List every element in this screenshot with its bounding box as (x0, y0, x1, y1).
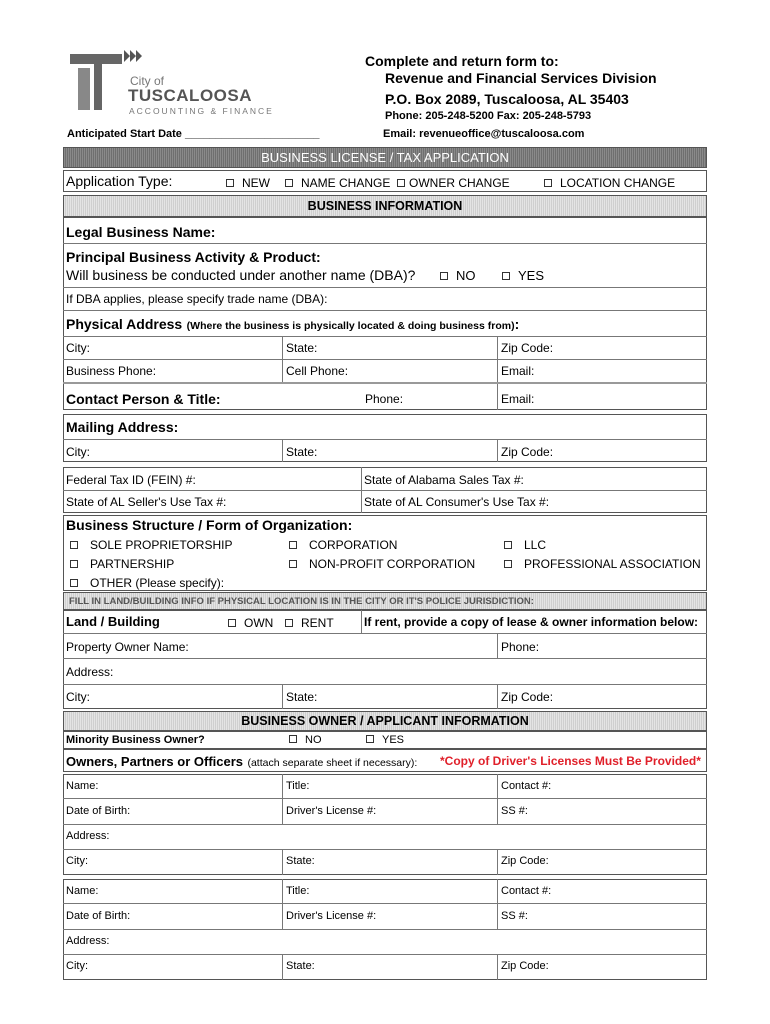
owner1-state[interactable]: State: (286, 855, 315, 867)
business-phone[interactable]: Business Phone: (66, 364, 157, 378)
minority-no[interactable]: NO (289, 734, 322, 746)
checkbox-icon (397, 179, 405, 187)
owner-heading: BUSINESS OWNER / APPLICANT INFORMATION (63, 711, 707, 731)
city-logo (66, 46, 274, 118)
sales-tax-field[interactable]: State of Alabama Sales Tax #: (364, 473, 524, 487)
divider (497, 954, 498, 980)
property-city[interactable]: City: (66, 690, 90, 704)
mailing-state[interactable]: State: (286, 445, 318, 459)
divider (282, 336, 283, 384)
app-type-owner-change[interactable]: OWNER CHANGE (397, 176, 510, 190)
divider (63, 439, 707, 440)
dba-no[interactable]: NO (440, 268, 476, 283)
checkbox-icon (504, 541, 512, 549)
form-title: BUSINESS LICENSE / TAX APPLICATION (63, 147, 707, 168)
land-building-label: Land / Building (66, 614, 160, 629)
divider (63, 824, 707, 825)
app-type-location-change[interactable]: LOCATION CHANGE (544, 176, 675, 190)
mailing-zip[interactable]: Zip Code: (501, 445, 554, 459)
owner2-ss[interactable]: SS #: (501, 910, 528, 922)
logo-dept: ACCOUNTING & FINANCE (129, 106, 274, 116)
owner1-contact[interactable]: Contact #: (501, 780, 552, 792)
divider (361, 610, 362, 633)
app-type-new[interactable]: NEW (226, 176, 270, 190)
app-type-name-change[interactable]: NAME CHANGE (285, 176, 390, 190)
checkbox-icon (289, 735, 297, 743)
divider (63, 382, 707, 384)
dba-yes[interactable]: YES (502, 268, 544, 283)
contact-person-label[interactable]: Contact Person & Title: (66, 391, 221, 407)
property-state[interactable]: State: (286, 690, 318, 704)
structure-corporation[interactable]: CORPORATION (289, 538, 397, 552)
legal-name-label[interactable]: Legal Business Name: (66, 224, 216, 240)
property-owner-name[interactable]: Property Owner Name: (66, 640, 189, 654)
divider (63, 490, 707, 491)
divider (282, 849, 283, 875)
property-owner-phone[interactable]: Phone: (501, 640, 540, 654)
divider (282, 439, 283, 462)
application-type-label: Application Type: (66, 173, 173, 189)
checkbox-icon (70, 579, 78, 587)
divider (497, 879, 498, 929)
physical-state[interactable]: State: (286, 341, 318, 355)
mailing-address-label[interactable]: Mailing Address: (66, 419, 179, 435)
divider (282, 879, 283, 929)
divider (63, 954, 707, 955)
owner1-license[interactable]: Driver's License #: (286, 805, 377, 817)
checkbox-icon (289, 541, 297, 549)
divider (497, 336, 498, 410)
mailing-city[interactable]: City: (66, 445, 90, 459)
divider (63, 310, 707, 311)
property-zip[interactable]: Zip Code: (501, 690, 554, 704)
divider (282, 774, 283, 824)
owner2-name[interactable]: Name: (66, 885, 99, 897)
physical-address-label[interactable]: Physical Address (Where the business is physically located & doing business from): (66, 316, 520, 332)
owner2-city[interactable]: City: (66, 960, 88, 972)
owner1-city[interactable]: City: (66, 855, 88, 867)
division-name: Revenue and Financial Services Division (385, 70, 657, 86)
owner2-address[interactable]: Address: (66, 935, 110, 947)
land-rent[interactable]: RENT (285, 616, 334, 630)
owner2-state[interactable]: State: (286, 960, 315, 972)
checkbox-icon (228, 619, 236, 627)
activity-label[interactable]: Principal Business Activity & Product: (66, 249, 321, 265)
structure-other[interactable]: OTHER (Please specify): (70, 576, 224, 590)
officers-label: Owners, Partners or Officers (attach separate sheet if necessary): (66, 754, 418, 769)
owner1-dob[interactable]: Date of Birth: (66, 805, 131, 817)
structure-partnership[interactable]: PARTNERSHIP (70, 557, 174, 571)
divider (63, 658, 707, 659)
structure-llc[interactable]: LLC (504, 538, 546, 552)
owner1-ss[interactable]: SS #: (501, 805, 528, 817)
divider (63, 633, 707, 634)
physical-city[interactable]: City: (66, 341, 90, 355)
logo-city-of: City of (130, 74, 165, 88)
owner2-license[interactable]: Driver's License #: (286, 910, 377, 922)
divider (497, 439, 498, 462)
divider (63, 903, 707, 904)
minority-label: Minority Business Owner? (66, 734, 205, 746)
checkbox-icon (544, 179, 552, 187)
divider (282, 954, 283, 980)
minority-yes[interactable]: YES (366, 734, 404, 746)
checkbox-icon (70, 541, 78, 549)
license-note: *Copy of Driver's Licenses Must Be Provided* (440, 754, 701, 768)
owner2-contact[interactable]: Contact #: (501, 885, 552, 897)
owner1-address[interactable]: Address: (66, 830, 110, 842)
divider (497, 774, 498, 824)
checkbox-icon (502, 272, 510, 280)
return-to-label: Complete and return form to: (365, 53, 559, 69)
rent-note: If rent, provide a copy of lease & owner information below: (364, 615, 699, 629)
divider (63, 336, 707, 337)
divider (63, 359, 707, 360)
land-banner: FILL IN LAND/BUILDING INFO IF PHYSICAL LOCATION IS IN THE CITY OR IT'S POLICE JURISDICTION: (63, 592, 707, 610)
owner2-title[interactable]: Title: (286, 885, 310, 897)
contact-email: Email: revenueoffice@tuscaloosa.com (383, 128, 585, 140)
anticipated-start-date[interactable]: Anticipated Start Date ______________________ (67, 128, 320, 140)
owner2-zip[interactable]: Zip Code: (501, 960, 549, 972)
divider (63, 243, 707, 244)
consumers-use-tax-field[interactable]: State of AL Consumer's Use Tax #: (364, 495, 550, 509)
checkbox-icon (285, 179, 293, 187)
dba-question: Will business be conducted under another name (DBA)? (66, 267, 416, 283)
divider (63, 684, 707, 685)
checkbox-icon (285, 619, 293, 627)
owner1-name[interactable]: Name: (66, 780, 99, 792)
divider (63, 929, 707, 930)
physical-zip[interactable]: Zip Code: (501, 341, 554, 355)
phone-fax: Phone: 205-248-5200 Fax: 205-248-5793 (385, 110, 592, 122)
structure-professional-association[interactable]: PROFESSIONAL ASSOCIATION (504, 557, 701, 571)
divider (497, 849, 498, 875)
contact-email-field[interactable]: Email: (501, 392, 535, 406)
checkbox-icon (440, 272, 448, 280)
cell-phone[interactable]: Cell Phone: (286, 364, 349, 378)
checkbox-icon (289, 560, 297, 568)
mailing-address: P.O. Box 2089, Tuscaloosa, AL 35403 (385, 91, 629, 107)
checkbox-icon (70, 560, 78, 568)
property-address[interactable]: Address: (66, 665, 114, 679)
structure-heading: Business Structure / Form of Organization: (66, 517, 353, 533)
owner1-title[interactable]: Title: (286, 780, 310, 792)
checkbox-icon (226, 179, 234, 187)
structure-non-profit[interactable]: NON-PROFIT CORPORATION (289, 557, 475, 571)
business-info-heading: BUSINESS INFORMATION (63, 195, 707, 217)
structure-sole-proprietorship[interactable]: SOLE PROPRIETORSHIP (70, 538, 232, 552)
divider (497, 684, 498, 709)
logo-name: TUSCALOOSA (128, 86, 252, 105)
owner1-zip[interactable]: Zip Code: (501, 855, 549, 867)
divider (63, 798, 707, 799)
divider (282, 684, 283, 709)
divider (63, 287, 707, 288)
checkbox-icon (366, 735, 374, 743)
land-own[interactable]: OWN (228, 616, 273, 630)
dba-name-label[interactable]: If DBA applies, please specify trade name (DBA): (66, 292, 328, 306)
business-email[interactable]: Email: (501, 364, 535, 378)
divider (63, 849, 707, 850)
divider (497, 633, 498, 658)
sellers-use-tax-field[interactable]: State of AL Seller's Use Tax #: (66, 495, 227, 509)
contact-phone[interactable]: Phone: (365, 392, 404, 406)
owner2-dob[interactable]: Date of Birth: (66, 910, 131, 922)
checkbox-icon (504, 560, 512, 568)
fein-field[interactable]: Federal Tax ID (FEIN) #: (66, 473, 196, 487)
